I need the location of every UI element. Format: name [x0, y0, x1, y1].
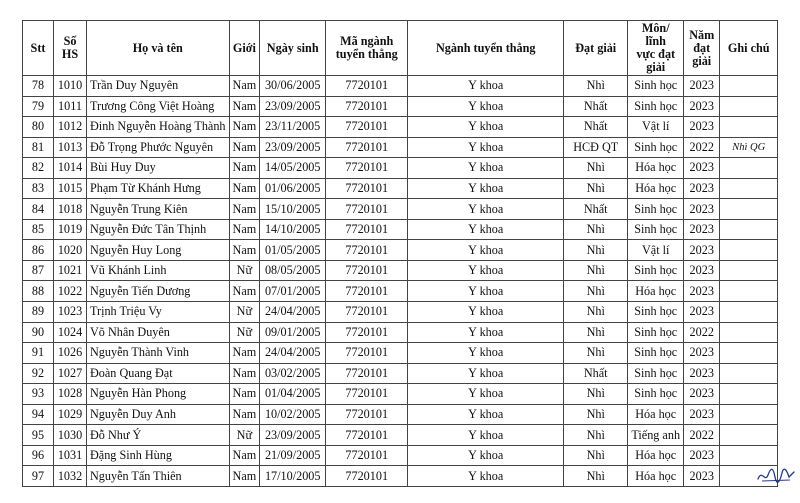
cell-mon: Hóa học — [628, 445, 684, 466]
table-row — [23, 404, 778, 425]
cell-gioi: Nam — [229, 343, 260, 364]
cell-so-hs: 1023 — [54, 302, 87, 323]
cell-ngay-sinh: 03/02/2005 — [260, 363, 326, 384]
cell-mon: Sinh học — [628, 363, 684, 384]
cell-nam: 2023 — [684, 445, 720, 466]
cell-ma-nganh: 7720101 — [326, 260, 408, 281]
cell-dat-giai: Nhất — [564, 117, 628, 138]
cell-ho-ten: Đoàn Quang Đạt — [87, 363, 230, 384]
cell-ma-nganh: 7720101 — [326, 219, 408, 240]
cell-stt: 87 — [23, 260, 54, 281]
cell-so-hs: 1015 — [54, 178, 87, 199]
cell-nganh: Y khoa — [408, 219, 564, 240]
table-row — [23, 302, 778, 323]
cell-nam: 2023 — [684, 302, 720, 323]
cell-ma-nganh: 7720101 — [326, 425, 408, 446]
cell-ma-nganh: 7720101 — [326, 445, 408, 466]
cell-mon: Sinh học — [628, 76, 684, 97]
table-row — [23, 199, 778, 220]
table-row — [23, 384, 778, 405]
cell-stt: 78 — [23, 76, 54, 97]
cell-ghi-chu — [720, 322, 778, 343]
table-row — [23, 240, 778, 261]
cell-gioi: Nam — [229, 158, 260, 179]
table-row — [23, 425, 778, 446]
cell-ho-ten: Nguyễn Trung Kiên — [87, 199, 230, 220]
cell-ngay-sinh: 23/11/2005 — [260, 117, 326, 138]
cell-so-hs: 1013 — [54, 137, 87, 158]
cell-gioi: Nữ — [229, 302, 260, 323]
cell-ngay-sinh: 10/02/2005 — [260, 404, 326, 425]
cell-mon: Sinh học — [628, 96, 684, 117]
cell-dat-giai: Nhì — [564, 343, 628, 364]
cell-stt: 97 — [23, 466, 54, 487]
cell-ho-ten: Nguyễn Thành Vinh — [87, 343, 230, 364]
cell-stt: 89 — [23, 302, 54, 323]
cell-ma-nganh: 7720101 — [326, 302, 408, 323]
table-row — [23, 322, 778, 343]
cell-gioi: Nữ — [229, 425, 260, 446]
cell-nganh: Y khoa — [408, 384, 564, 405]
cell-dat-giai: Nhì — [564, 76, 628, 97]
cell-mon: Vật lí — [628, 117, 684, 138]
cell-stt: 91 — [23, 343, 54, 364]
cell-ghi-chu — [720, 76, 778, 97]
cell-ho-ten: Nguyễn Huy Long — [87, 240, 230, 261]
cell-ho-ten: Võ Nhân Duyên — [87, 322, 230, 343]
cell-ho-ten: Nguyễn Tiến Dương — [87, 281, 230, 302]
cell-dat-giai: Nhì — [564, 322, 628, 343]
header-row — [23, 21, 778, 76]
cell-nam: 2023 — [684, 178, 720, 199]
table-row — [23, 281, 778, 302]
cell-ho-ten: Đỗ Như Ý — [87, 425, 230, 446]
cell-ghi-chu — [720, 343, 778, 364]
cell-so-hs: 1014 — [54, 158, 87, 179]
cell-nam: 2023 — [684, 363, 720, 384]
cell-nam: 2023 — [684, 117, 720, 138]
header-mon: Môn/ lĩnh vực đạt giải — [628, 21, 684, 76]
cell-nganh: Y khoa — [408, 343, 564, 364]
cell-ghi-chu — [720, 178, 778, 199]
cell-ma-nganh: 7720101 — [326, 466, 408, 487]
cell-nganh: Y khoa — [408, 76, 564, 97]
cell-ma-nganh: 7720101 — [326, 343, 408, 364]
cell-ghi-chu — [720, 363, 778, 384]
cell-so-hs: 1012 — [54, 117, 87, 138]
cell-nam: 2023 — [684, 281, 720, 302]
cell-so-hs: 1019 — [54, 219, 87, 240]
cell-ngay-sinh: 15/10/2005 — [260, 199, 326, 220]
cell-dat-giai: Nhì — [564, 466, 628, 487]
cell-dat-giai: Nhì — [564, 425, 628, 446]
cell-ngay-sinh: 01/05/2005 — [260, 240, 326, 261]
cell-ghi-chu — [720, 260, 778, 281]
cell-ghi-chu — [720, 302, 778, 323]
cell-stt: 85 — [23, 219, 54, 240]
cell-dat-giai: Nhì — [564, 384, 628, 405]
cell-so-hs: 1028 — [54, 384, 87, 405]
cell-gioi: Nam — [229, 117, 260, 138]
cell-nam: 2023 — [684, 343, 720, 364]
table-row — [23, 178, 778, 199]
cell-gioi: Nam — [229, 96, 260, 117]
cell-ngay-sinh: 23/09/2005 — [260, 137, 326, 158]
cell-nganh: Y khoa — [408, 445, 564, 466]
cell-dat-giai: Nhì — [564, 178, 628, 199]
cell-ghi-chu — [720, 404, 778, 425]
cell-ho-ten: Trần Duy Nguyên — [87, 76, 230, 97]
cell-ma-nganh: 7720101 — [326, 363, 408, 384]
header-nam: Năm đạt giải — [684, 21, 720, 76]
cell-ngay-sinh: 17/10/2005 — [260, 466, 326, 487]
cell-nam: 2022 — [684, 137, 720, 158]
cell-ghi-chu — [720, 425, 778, 446]
cell-gioi: Nam — [229, 363, 260, 384]
cell-dat-giai: Nhì — [564, 302, 628, 323]
cell-ma-nganh: 7720101 — [326, 137, 408, 158]
cell-ngay-sinh: 23/09/2005 — [260, 96, 326, 117]
cell-so-hs: 1029 — [54, 404, 87, 425]
cell-nam: 2022 — [684, 425, 720, 446]
cell-stt: 83 — [23, 178, 54, 199]
cell-mon: Sinh học — [628, 199, 684, 220]
cell-so-hs: 1032 — [54, 466, 87, 487]
table-row — [23, 76, 778, 97]
cell-so-hs: 1030 — [54, 425, 87, 446]
cell-ho-ten: Trương Công Việt Hoàng — [87, 96, 230, 117]
cell-gioi: Nam — [229, 76, 260, 97]
cell-ghi-chu — [720, 199, 778, 220]
cell-ho-ten: Vũ Khánh Linh — [87, 260, 230, 281]
table-row — [23, 466, 778, 487]
cell-ghi-chu — [720, 117, 778, 138]
cell-ghi-chu — [720, 219, 778, 240]
cell-stt: 84 — [23, 199, 54, 220]
cell-nganh: Y khoa — [408, 466, 564, 487]
cell-nganh: Y khoa — [408, 302, 564, 323]
cell-nam: 2023 — [684, 466, 720, 487]
cell-gioi: Nam — [229, 281, 260, 302]
cell-nganh: Y khoa — [408, 137, 564, 158]
cell-nganh: Y khoa — [408, 425, 564, 446]
cell-ma-nganh: 7720101 — [326, 240, 408, 261]
cell-stt: 86 — [23, 240, 54, 261]
cell-nganh: Y khoa — [408, 117, 564, 138]
cell-gioi: Nam — [229, 137, 260, 158]
cell-ho-ten: Nguyễn Đức Tân Thịnh — [87, 219, 230, 240]
cell-stt: 80 — [23, 117, 54, 138]
cell-stt: 81 — [23, 137, 54, 158]
cell-nganh: Y khoa — [408, 260, 564, 281]
cell-so-hs: 1024 — [54, 322, 87, 343]
cell-ma-nganh: 7720101 — [326, 178, 408, 199]
admission-table — [22, 20, 778, 487]
cell-nganh: Y khoa — [408, 96, 564, 117]
cell-gioi: Nam — [229, 219, 260, 240]
cell-mon: Hóa học — [628, 178, 684, 199]
cell-stt: 94 — [23, 404, 54, 425]
cell-gioi: Nam — [229, 384, 260, 405]
cell-gioi: Nam — [229, 466, 260, 487]
cell-ma-nganh: 7720101 — [326, 76, 408, 97]
cell-gioi: Nam — [229, 404, 260, 425]
cell-mon: Hóa học — [628, 404, 684, 425]
cell-ho-ten: Đỗ Trọng Phước Nguyên — [87, 137, 230, 158]
cell-nam: 2022 — [684, 322, 720, 343]
cell-dat-giai: Nhì — [564, 219, 628, 240]
cell-ghi-chu: Nhì QG — [720, 137, 778, 158]
table-row — [23, 158, 778, 179]
student-list-sheet — [22, 20, 778, 487]
cell-mon: Sinh học — [628, 260, 684, 281]
cell-so-hs: 1011 — [54, 96, 87, 117]
cell-ngay-sinh: 30/06/2005 — [260, 76, 326, 97]
table-row — [23, 137, 778, 158]
cell-nganh: Y khoa — [408, 158, 564, 179]
cell-ma-nganh: 7720101 — [326, 117, 408, 138]
cell-nganh: Y khoa — [408, 322, 564, 343]
cell-mon: Sinh học — [628, 302, 684, 323]
header-ho-ten: Họ và tên — [87, 21, 230, 76]
table-body — [23, 76, 778, 487]
cell-ho-ten: Nguyễn Hàn Phong — [87, 384, 230, 405]
cell-mon: Sinh học — [628, 384, 684, 405]
cell-ho-ten: Nguyễn Duy Anh — [87, 404, 230, 425]
cell-dat-giai: Nhì — [564, 260, 628, 281]
cell-ho-ten: Đặng Sinh Hùng — [87, 445, 230, 466]
table-row — [23, 96, 778, 117]
cell-mon: Sinh học — [628, 322, 684, 343]
cell-stt: 92 — [23, 363, 54, 384]
cell-ngay-sinh: 08/05/2005 — [260, 260, 326, 281]
cell-mon: Sinh học — [628, 137, 684, 158]
header-so-hs: Số HS — [54, 21, 87, 76]
cell-nganh: Y khoa — [408, 240, 564, 261]
table-row — [23, 363, 778, 384]
cell-gioi: Nam — [229, 199, 260, 220]
cell-ngay-sinh: 01/04/2005 — [260, 384, 326, 405]
cell-ho-ten: Trịnh Triệu Vy — [87, 302, 230, 323]
cell-nam: 2023 — [684, 76, 720, 97]
cell-stt: 82 — [23, 158, 54, 179]
cell-dat-giai: Nhì — [564, 158, 628, 179]
cell-nam: 2023 — [684, 240, 720, 261]
cell-dat-giai: HCĐ QT — [564, 137, 628, 158]
cell-dat-giai: Nhất — [564, 96, 628, 117]
cell-nam: 2023 — [684, 404, 720, 425]
cell-stt: 93 — [23, 384, 54, 405]
cell-mon: Hóa học — [628, 466, 684, 487]
cell-gioi: Nam — [229, 445, 260, 466]
cell-stt: 95 — [23, 425, 54, 446]
cell-ma-nganh: 7720101 — [326, 158, 408, 179]
header-ngay-sinh: Ngày sinh — [260, 21, 326, 76]
header-nganh: Ngành tuyển thẳng — [408, 21, 564, 76]
cell-so-hs: 1027 — [54, 363, 87, 384]
header-gioi: Giới — [229, 21, 260, 76]
cell-nam: 2023 — [684, 158, 720, 179]
cell-mon: Sinh học — [628, 219, 684, 240]
cell-ma-nganh: 7720101 — [326, 281, 408, 302]
cell-ngay-sinh: 09/01/2005 — [260, 322, 326, 343]
cell-so-hs: 1031 — [54, 445, 87, 466]
cell-mon: Vật lí — [628, 240, 684, 261]
cell-ngay-sinh: 14/10/2005 — [260, 219, 326, 240]
cell-nganh: Y khoa — [408, 178, 564, 199]
cell-nganh: Y khoa — [408, 404, 564, 425]
cell-gioi: Nữ — [229, 322, 260, 343]
cell-so-hs: 1018 — [54, 199, 87, 220]
cell-dat-giai: Nhì — [564, 404, 628, 425]
header-stt: Stt — [23, 21, 54, 76]
cell-ngay-sinh: 14/05/2005 — [260, 158, 326, 179]
cell-ma-nganh: 7720101 — [326, 322, 408, 343]
cell-gioi: Nữ — [229, 260, 260, 281]
cell-ho-ten: Nguyễn Tấn Thiên — [87, 466, 230, 487]
cell-ngay-sinh: 01/06/2005 — [260, 178, 326, 199]
cell-ngay-sinh: 23/09/2005 — [260, 425, 326, 446]
cell-mon: Hóa học — [628, 281, 684, 302]
cell-ho-ten: Bùi Huy Duy — [87, 158, 230, 179]
table-row — [23, 260, 778, 281]
cell-so-hs: 1026 — [54, 343, 87, 364]
cell-mon: Sinh học — [628, 343, 684, 364]
cell-ngay-sinh: 24/04/2005 — [260, 302, 326, 323]
cell-ghi-chu — [720, 384, 778, 405]
cell-gioi: Nam — [229, 178, 260, 199]
cell-nam: 2023 — [684, 96, 720, 117]
cell-stt: 88 — [23, 281, 54, 302]
cell-ghi-chu — [720, 158, 778, 179]
cell-gioi: Nam — [229, 240, 260, 261]
cell-ghi-chu — [720, 240, 778, 261]
cell-ho-ten: Phạm Từ Khánh Hưng — [87, 178, 230, 199]
cell-so-hs: 1022 — [54, 281, 87, 302]
cell-stt: 79 — [23, 96, 54, 117]
cell-stt: 90 — [23, 322, 54, 343]
cell-dat-giai: Nhất — [564, 363, 628, 384]
cell-so-hs: 1021 — [54, 260, 87, 281]
table-row — [23, 117, 778, 138]
cell-ma-nganh: 7720101 — [326, 199, 408, 220]
cell-ho-ten: Đinh Nguyễn Hoàng Thành — [87, 117, 230, 138]
cell-mon: Hóa học — [628, 158, 684, 179]
signature-icon — [756, 463, 796, 485]
cell-dat-giai: Nhất — [564, 199, 628, 220]
cell-stt: 96 — [23, 445, 54, 466]
cell-so-hs: 1020 — [54, 240, 87, 261]
cell-ghi-chu — [720, 281, 778, 302]
cell-ngay-sinh: 24/04/2005 — [260, 343, 326, 364]
header-ma-nganh: Mã ngành tuyển thẳng — [326, 21, 408, 76]
table-row — [23, 343, 778, 364]
table-row — [23, 445, 778, 466]
cell-ma-nganh: 7720101 — [326, 384, 408, 405]
cell-ma-nganh: 7720101 — [326, 96, 408, 117]
cell-nam: 2023 — [684, 199, 720, 220]
cell-nganh: Y khoa — [408, 363, 564, 384]
cell-dat-giai: Nhì — [564, 240, 628, 261]
cell-ngay-sinh: 21/09/2005 — [260, 445, 326, 466]
cell-ma-nganh: 7720101 — [326, 404, 408, 425]
cell-nam: 2023 — [684, 384, 720, 405]
cell-nganh: Y khoa — [408, 281, 564, 302]
cell-so-hs: 1010 — [54, 76, 87, 97]
cell-ghi-chu — [720, 96, 778, 117]
cell-dat-giai: Nhì — [564, 445, 628, 466]
cell-nam: 2023 — [684, 260, 720, 281]
header-ghi-chu: Ghi chú — [720, 21, 778, 76]
header-dat-giai: Đạt giải — [564, 21, 628, 76]
cell-nganh: Y khoa — [408, 199, 564, 220]
cell-nam: 2023 — [684, 219, 720, 240]
cell-mon: Tiếng anh — [628, 425, 684, 446]
table-row — [23, 219, 778, 240]
cell-ngay-sinh: 07/01/2005 — [260, 281, 326, 302]
cell-dat-giai: Nhì — [564, 281, 628, 302]
